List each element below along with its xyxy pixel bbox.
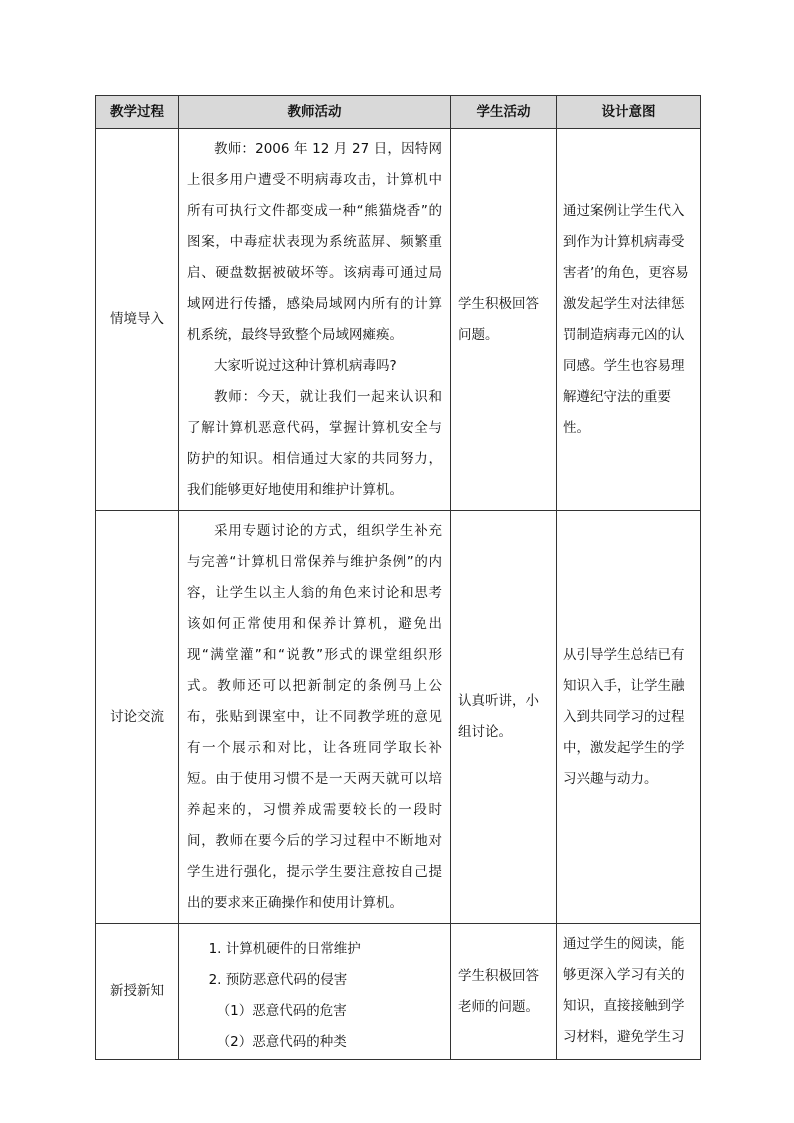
list-item: （2）恶意代码的种类 bbox=[216, 1033, 347, 1050]
phase-cell: 新授新知 bbox=[96, 924, 179, 1060]
teacher-activity-cell bbox=[179, 511, 451, 924]
header-design-intent: 设计意图 bbox=[557, 96, 701, 129]
table-row bbox=[96, 129, 701, 511]
table-row bbox=[96, 924, 701, 1060]
student-activity-cell: 学生积极回答问题。 bbox=[451, 129, 557, 511]
header-process: 教学过程 bbox=[96, 96, 179, 129]
table-header-row bbox=[96, 96, 701, 129]
list-item: （1）恶意代码的危害 bbox=[216, 1002, 347, 1019]
design-intent-text: 通过学生的阅读，能够更深入学习有关的知识，直接接触到学习材料，避免学生习 bbox=[563, 936, 685, 1045]
list-item: 1. 计算机硬件的日常维护 bbox=[208, 940, 361, 957]
teacher-activity-cell bbox=[179, 924, 451, 1060]
design-intent-cell bbox=[557, 924, 701, 1060]
student-activity-cell: 认真听讲，小组讨论。 bbox=[451, 511, 557, 924]
teacher-paragraph: 采用专题讨论的方式，组织学生补充与完善“计算机日常保养与维护条例”的内容，让学生以主人翁的角色来讨论和思考该如何正常使用和保养计算机，避免出现“满堂灌”和“说教”形式的课堂组织形式。教师还可以把新制定的条例马上公布，张贴到课室中，让不同教学班的意见有一个展示和对比，让各班同学取长补短。由于使用习惯不是一天两天就可以培养起来的，习惯养成需要较长的一段时间，教师在要今后的学习过程中不断地对学生进行强化，提示学生要注意按自己提出的要求来正确操作和使用计算机。 bbox=[187, 523, 442, 911]
list-item: 2. 预防恶意代码的侵害 bbox=[208, 971, 348, 988]
teacher-activity-cell bbox=[179, 129, 451, 511]
teacher-paragraph: 教师：今天，就让我们一起来认识和了解计算机恶意代码，掌握计算机安全与防护的知识。相信通过大家的共同努力，我们能够更好地使用和维护计算机。 bbox=[187, 389, 442, 498]
student-activity-cell: 学生积极回答老师的问题。 bbox=[451, 924, 557, 1060]
design-intent-cell: 通过案例让学生代入到作为计算机病毒受害者’的角色，更容易激发起学生对法律惩罚制造病毒元凶的认同感。学生也容易理解遵纪守法的重要性。 bbox=[557, 129, 701, 511]
lesson-plan-table bbox=[95, 95, 701, 1060]
teacher-paragraph: 教师：2006 年 12 月 27 日，因特网上很多用户遭受不明病毒攻击，计算机中所有可执行文件都变成一种“熊猫烧香”的图案，中毒症状表现为系统蓝屏、频繁重启、硬盘数据被破坏等。该病毒可通过局域网进行传播，感染局域网内所有的计算机系统，最终导致整个局域网瘫痪。 bbox=[187, 141, 442, 343]
phase-cell: 讨论交流 bbox=[96, 511, 179, 924]
teacher-paragraph: 大家听说过这种计算机病毒吗? bbox=[214, 358, 397, 374]
table-row bbox=[96, 511, 701, 924]
phase-cell: 情境导入 bbox=[96, 129, 179, 511]
header-teacher-activity: 教师活动 bbox=[179, 96, 451, 129]
design-intent-cell: 从引导学生总结已有知识入手，让学生融入到共同学习的过程中，激发起学生的学习兴趣与动力。 bbox=[557, 511, 701, 924]
header-student-activity: 学生活动 bbox=[451, 96, 557, 129]
